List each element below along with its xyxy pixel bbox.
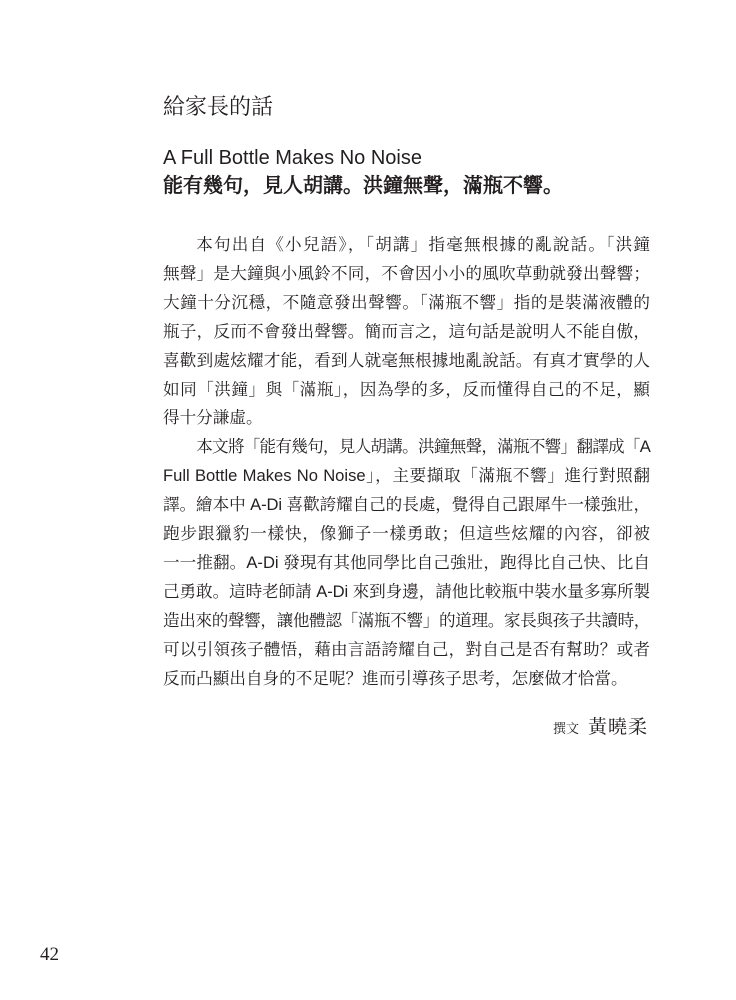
paragraph-line: Full Bottle Makes No Noise」，主要擷取「滿瓶不響」進行對照翻: [163, 466, 650, 486]
paragraph-line: 大鐘十分沉穩，不隨意發出聲響。「滿瓶不響」指的是裝滿液體的: [163, 292, 650, 312]
author-label: 撰文: [552, 722, 579, 737]
paragraph-line: 得十分謙虛。: [163, 408, 263, 428]
paragraph-line: 無聲」是大鐘與小風鈴不同，不會因小小的風吹草動就發出聲響；: [163, 263, 650, 283]
paragraph-2: [163, 433, 650, 693]
paragraph-1: [163, 231, 650, 433]
paragraph-line: 譯。繪本中 A-Di 喜歡誇耀自己的長處，覺得自己跟犀牛一樣強壯，: [163, 495, 650, 515]
paragraph-line: 本文將「能有幾句，見人胡講。洪鐘無聲，滿瓶不響」翻譯成「A: [196, 437, 650, 457]
paragraph-line: 己勇敢。這時老師請 A-Di 來到身邊，請他比較瓶中裝水量多寡所製: [163, 581, 650, 601]
paragraph-line: 反而凸顯出自身的不足呢？進而引導孩子思考，怎麼做才恰當。: [163, 668, 628, 688]
author-name: 黃曉柔: [587, 716, 648, 738]
author-credit: [553, 712, 648, 745]
body-text: [163, 231, 650, 694]
subtitle-chinese: 能有幾句，見人胡講。洪鐘無聲，滿瓶不響。: [163, 175, 563, 197]
subtitle-english: A Full Bottle Makes No Noise: [163, 147, 422, 169]
paragraph-line: 本句出自《小兒語》，「胡講」指毫無根據的亂說話。「洪鐘: [196, 235, 650, 254]
paragraph-line: 瓶子，反而不會發出聲響。簡而言之，這句話是說明人不能自傲，: [163, 321, 650, 341]
paragraph-line: 一一推翻。A-Di 發現有其他同學比自己強壯，跑得比自己快、比自: [163, 552, 650, 572]
page-title: 給家長的話: [163, 94, 274, 119]
paragraph-line: 跑步跟獵豹一樣快，像獅子一樣勇敢；但這些炫耀的內容，卻被: [163, 524, 650, 544]
paragraph-line: 如同「洪鐘」與「滿瓶」，因為學的多，反而懂得自己的不足，顯: [163, 379, 650, 399]
page-number: 42: [40, 944, 59, 965]
paragraph-line: 造出來的聲響，讓他體認「滿瓶不響」的道理。家長與孩子共讀時，: [163, 610, 650, 630]
paragraph-line: 喜歡到處炫耀才能，看到人就毫無根據地亂說話。有真才實學的人: [163, 350, 650, 370]
paragraph-line: 可以引領孩子體悟，藉由言語誇耀自己，對自己是否有幫助？或者: [163, 639, 650, 659]
